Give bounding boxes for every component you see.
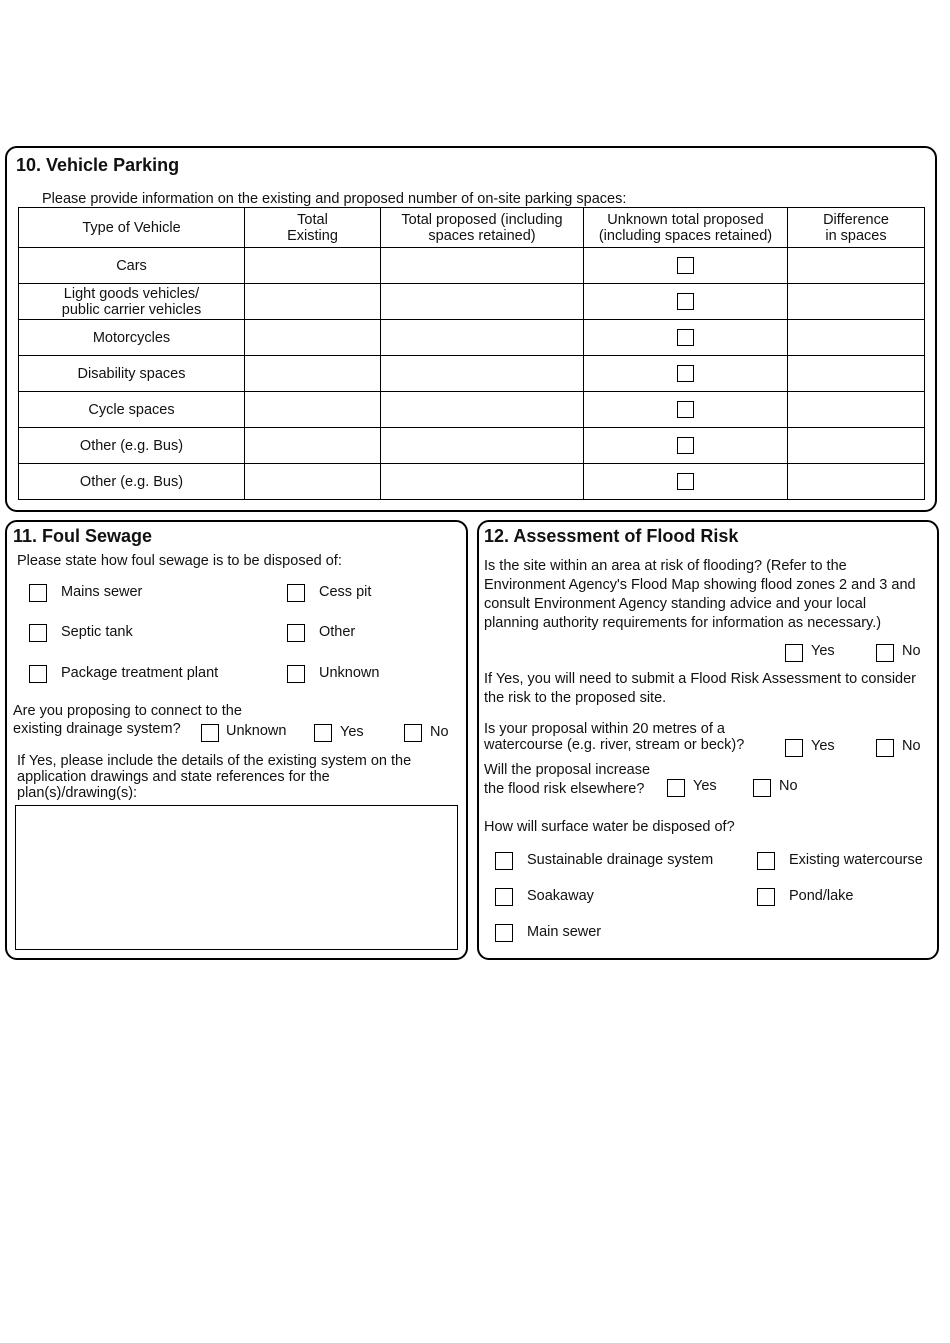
unknown-checkbox[interactable] — [677, 293, 694, 310]
flood-q1-line1: Is the site within an area at risk of flooding? (Refer to the — [484, 558, 847, 574]
unknown-cell — [584, 428, 788, 464]
difference-input[interactable] — [788, 464, 925, 500]
difference-input[interactable] — [788, 392, 925, 428]
unknown-checkbox[interactable] — [677, 401, 694, 418]
package-treatment-checkbox[interactable] — [29, 665, 47, 683]
vehicle-type-cell: Cars — [19, 248, 245, 284]
drawing-references-textarea[interactable] — [15, 805, 458, 950]
vehicle-type-cell: Motorcycles — [19, 320, 245, 356]
vehicle-type-cell: Other (e.g. Bus) — [19, 428, 245, 464]
difference-input[interactable] — [788, 356, 925, 392]
details-instruction-line2: application drawings and state references for the — [17, 769, 330, 785]
main-sewer-checkbox[interactable] — [495, 924, 513, 942]
parking-header-row — [19, 208, 925, 248]
sewage-question: Please state how foul sewage is to be disposed of: — [17, 553, 342, 569]
cess-pit-label: Cess pit — [319, 584, 372, 600]
unknown-cell — [584, 320, 788, 356]
header-type: Type of Vehicle — [19, 208, 245, 248]
difference-input[interactable] — [788, 284, 925, 320]
increase-risk-no-label: No — [779, 778, 798, 794]
flood-q1-line3: consult Environment Agency standing advice and your local — [484, 596, 867, 612]
increase-risk-yes-checkbox[interactable] — [667, 779, 685, 797]
septic-tank-checkbox[interactable] — [29, 624, 47, 642]
increase-risk-no-checkbox[interactable] — [753, 779, 771, 797]
proposed-input[interactable] — [381, 356, 584, 392]
parking-table — [18, 207, 925, 500]
existing-input[interactable] — [245, 464, 381, 500]
watercourse-no-label: No — [902, 738, 921, 754]
vehicle-type-cell: Light goods vehicles/ public carrier vehicles — [19, 284, 245, 320]
connect-unknown-label: Unknown — [226, 723, 287, 739]
proposed-input[interactable] — [381, 392, 584, 428]
unknown-checkbox[interactable] — [677, 329, 694, 346]
difference-input[interactable] — [788, 320, 925, 356]
existing-watercourse-label: Existing watercourse — [789, 852, 923, 868]
unknown-cell — [584, 284, 788, 320]
proposed-input[interactable] — [381, 248, 584, 284]
watercourse-yes-checkbox[interactable] — [785, 739, 803, 757]
foul-sewage-title: 11. Foul Sewage — [13, 526, 153, 546]
flood-zone-yes-checkbox[interactable] — [785, 644, 803, 662]
difference-input[interactable] — [788, 248, 925, 284]
flood-q2-line1: Is your proposal within 20 metres of a — [484, 721, 725, 737]
proposed-input[interactable] — [381, 320, 584, 356]
main-sewer-label: Main sewer — [527, 924, 602, 940]
flood-q1-line2: Environment Agency's Flood Map showing flood zones 2 and 3 and — [484, 577, 916, 593]
unknown-cell — [584, 356, 788, 392]
flood-zone-no-label: No — [902, 643, 921, 659]
connect-unknown-checkbox[interactable] — [201, 724, 219, 742]
unknown-checkbox[interactable] — [677, 437, 694, 454]
other-label: Other — [319, 624, 356, 640]
header-unknown: Unknown total proposed (including spaces retained) — [584, 208, 788, 248]
suds-label: Sustainable drainage system — [527, 852, 714, 868]
unknown-label: Unknown — [319, 665, 380, 681]
connect-no-checkbox[interactable] — [404, 724, 422, 742]
existing-input[interactable] — [245, 248, 381, 284]
existing-input[interactable] — [245, 392, 381, 428]
unknown-checkbox[interactable] — [677, 473, 694, 490]
proposed-input[interactable] — [381, 284, 584, 320]
other-checkbox[interactable] — [287, 624, 305, 642]
vehicle-type-cell: Other (e.g. Bus) — [19, 464, 245, 500]
soakaway-checkbox[interactable] — [495, 888, 513, 906]
header-proposed: Total proposed (including spaces retained) — [381, 208, 584, 248]
mains-sewer-checkbox[interactable] — [29, 584, 47, 602]
table-row — [19, 320, 925, 356]
details-instruction-line1: If Yes, please include the details of the existing system on the — [17, 753, 412, 769]
flood-zone-no-checkbox[interactable] — [876, 644, 894, 662]
unknown-cell — [584, 464, 788, 500]
unknown-checkbox[interactable] — [677, 257, 694, 274]
unknown-checkbox[interactable] — [677, 365, 694, 382]
flood-note-line2: the risk to the proposed site. — [484, 690, 667, 706]
proposed-input[interactable] — [381, 464, 584, 500]
connect-no-label: No — [430, 724, 449, 740]
connect-yes-checkbox[interactable] — [314, 724, 332, 742]
increase-risk-yes-label: Yes — [693, 778, 717, 794]
connect-yes-label: Yes — [340, 724, 364, 740]
table-row — [19, 392, 925, 428]
unknown-checkbox[interactable] — [287, 665, 305, 683]
table-row — [19, 356, 925, 392]
cess-pit-checkbox[interactable] — [287, 584, 305, 602]
flood-risk-title: 12. Assessment of Flood Risk — [484, 526, 739, 546]
header-existing: Total Existing — [245, 208, 381, 248]
vehicle-type-cell: Disability spaces — [19, 356, 245, 392]
suds-checkbox[interactable] — [495, 852, 513, 870]
unknown-cell — [584, 248, 788, 284]
existing-input[interactable] — [245, 284, 381, 320]
flood-zone-yes-label: Yes — [811, 643, 835, 659]
unknown-cell — [584, 392, 788, 428]
difference-input[interactable] — [788, 428, 925, 464]
flood-q1-line4: planning authority requirements for information as necessary.) — [484, 615, 882, 631]
table-row — [19, 428, 925, 464]
septic-tank-label: Septic tank — [61, 624, 133, 640]
table-row — [19, 464, 925, 500]
pond-lake-label: Pond/lake — [789, 888, 854, 904]
parking-intro: Please provide information on the existing and proposed number of on-site parking spaces: — [42, 191, 627, 207]
mains-sewer-label: Mains sewer — [61, 584, 143, 600]
proposed-input[interactable] — [381, 428, 584, 464]
pond-lake-checkbox[interactable] — [757, 888, 775, 906]
existing-input[interactable] — [245, 320, 381, 356]
soakaway-label: Soakaway — [527, 888, 594, 904]
details-instruction-line3: plan(s)/drawing(s): — [17, 785, 138, 801]
vehicle-parking-title: 10. Vehicle Parking — [16, 155, 180, 175]
watercourse-yes-label: Yes — [811, 738, 835, 754]
header-difference: Difference in spaces — [788, 208, 925, 248]
existing-watercourse-checkbox[interactable] — [757, 852, 775, 870]
flood-q3-line2: the flood risk elsewhere? — [484, 781, 645, 797]
flood-q3-line1: Will the proposal increase — [484, 762, 651, 778]
package-treatment-label: Package treatment plant — [61, 665, 219, 681]
flood-q2-line2: watercourse (e.g. river, stream or beck)? — [484, 737, 745, 753]
table-row — [19, 284, 925, 320]
vehicle-type-cell: Cycle spaces — [19, 392, 245, 428]
existing-input[interactable] — [245, 356, 381, 392]
table-row — [19, 248, 925, 284]
connect-question-line2: existing drainage system? — [13, 721, 181, 737]
connect-question-line1: Are you proposing to connect to the — [13, 703, 242, 719]
flood-note-line1: If Yes, you will need to submit a Flood Risk Assessment to consider — [484, 671, 916, 687]
watercourse-no-checkbox[interactable] — [876, 739, 894, 757]
existing-input[interactable] — [245, 428, 381, 464]
flood-q4: How will surface water be disposed of? — [484, 819, 735, 835]
